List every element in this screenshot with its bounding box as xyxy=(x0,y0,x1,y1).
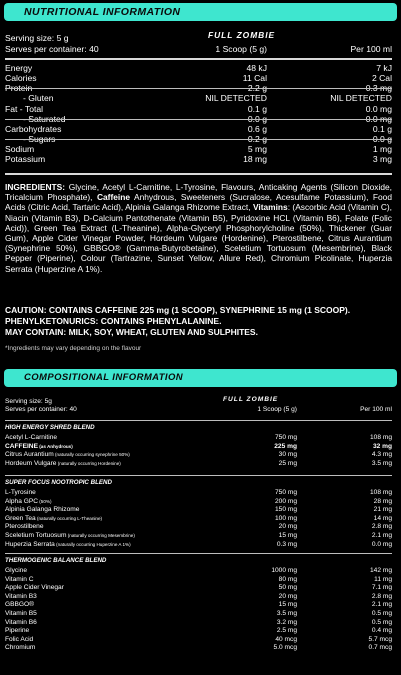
ingredient-note: (naturally occurring synephrine 50%) xyxy=(53,452,130,458)
nutrient-per-scoop: 48 kJ xyxy=(246,63,267,73)
nutrient-per-100ml: 0.3 mg xyxy=(365,83,392,93)
nutrient-per-scoop: NIL DETECTED xyxy=(205,93,267,103)
ingredient-label: Alpinia Galanga Rhizome xyxy=(5,506,80,514)
ingredient-label: Vitamin B5 xyxy=(5,610,37,617)
table-divider xyxy=(5,173,392,175)
ingredient-note: (as Anhydrous) xyxy=(37,443,73,449)
ingredient-label: Vitamin C xyxy=(5,575,34,583)
ingredient-per-100ml: 28 mg xyxy=(373,497,392,505)
nutrient-per-scoop: 18 mg xyxy=(243,154,267,164)
serves-row xyxy=(5,44,392,54)
ingredient-label: Hordeum Vulgare xyxy=(5,459,57,467)
nutrition-row xyxy=(5,63,392,73)
ingredient-per-scoop: 0.3 mg xyxy=(276,540,297,548)
ingredient-label: Sceletium Tortuosum xyxy=(5,532,67,539)
ingredient-per-100ml: 2.1 mg xyxy=(371,532,392,539)
phenylketonurics-statement: PHENYLKETONURICS: CONTAINS PHENYLALANINE. xyxy=(5,316,222,326)
nutrient-name: Potassium xyxy=(5,154,46,164)
nutrient-per-scoop: 11 Cal xyxy=(242,73,267,83)
row-divider xyxy=(5,119,392,120)
ingredient-per-100ml: 11 mg xyxy=(374,575,392,583)
ingredient-per-scoop: 80 mg xyxy=(278,575,297,583)
ingredient-label: Folic Acid xyxy=(5,635,34,643)
nutrient-per-scoop: 0.0 g xyxy=(247,114,267,124)
nutrient-per-100ml: 2 Cal xyxy=(371,73,392,83)
nutrient-per-scoop: 5 mg xyxy=(247,144,267,154)
compositional-row xyxy=(5,540,392,549)
ingredient-label: Vitamin B6 xyxy=(5,618,37,626)
ingredient-per-100ml: 4.3 mg xyxy=(371,451,392,459)
ingredients-text: Anhydrous, Sweeteners (Sucralose, Acesulfame Potassium), Food Acids (Citric Acid, Tartaric Acid), Alpinia Galanga Rhizome Extract, xyxy=(5,192,392,213)
nutrient-name: Energy xyxy=(5,63,33,73)
nutrition-row xyxy=(5,154,392,164)
ingredient-per-100ml: 14 mg xyxy=(373,514,392,522)
nutrient-name: Protein xyxy=(5,83,33,93)
ingredient-per-scoop: 750 mg xyxy=(275,434,297,441)
ingredient-per-scoop: 1000 mg xyxy=(271,567,297,574)
section-divider xyxy=(5,420,392,421)
nutrient-per-scoop: 0.1 g xyxy=(247,104,267,114)
ingredient-note: (naturally occurring Hordenine) xyxy=(56,460,121,466)
ingredient-label: Citrus Aurantium xyxy=(5,451,54,459)
serving-size-label: Serving size: 5 g xyxy=(5,33,69,43)
row-divider xyxy=(5,88,392,89)
nutrition-row xyxy=(5,73,392,83)
nutritional-info-title: NUTRITIONAL INFORMATION xyxy=(24,6,181,18)
ingredient-per-scoop: 750 mg xyxy=(275,489,297,496)
ingredients-text: Glycine, Acetyl L-Carnitine, L-Tyrosine, Flavours, Anticaking Agents (Silicon Dioxide, Tricalcium Phosphate), xyxy=(5,182,392,203)
col-scoop-header: 1 Scoop (5 g) xyxy=(215,44,267,54)
ingredient-label: L-Tyrosine xyxy=(5,489,36,496)
serving-size-row xyxy=(5,30,392,43)
ingredient-per-scoop: 2.5 mg xyxy=(276,627,297,635)
caution-statement: CAUTION: CONTAINS CAFFEINE 225 mg (1 SCOOP), SYNEPHRINE 15 mg (1 SCOOP). xyxy=(5,305,351,315)
nutrient-per-100ml: 3 mg xyxy=(372,154,392,164)
nutrient-per-scoop: 2.2 g xyxy=(247,83,267,93)
table-divider xyxy=(5,58,392,60)
ingredient-label: Acetyl L-Carnitine xyxy=(5,434,58,441)
ingredient-label: Pterostilbene xyxy=(5,523,44,531)
ingredient-per-100ml: 108 mg xyxy=(370,434,392,441)
ingredient-per-100ml: 2.8 mg xyxy=(371,592,392,600)
nutritional-info-header xyxy=(4,3,397,21)
ingredients-text: : (Ascorbic Acid (Vitamin C), Niacin (Vitamin B3), D-Calcium Pantothenate (Vitamin B5), Pyridoxine HCL (Vitamin B6), Folate (Folic Acid)), Green Tea Extract (L-Theanine), Alpha-Glyceryl Phosphorylcholine (50%), Thickener (Guar Gum), Apple Cider Vinegar Powder, Hordeum Vulgare (Hordenine), Pterostilbene, Citrus Aurantium (Synephrine 50%), GBBGO® (Gamma-Butyrobetaine), Sceletium Tortuosum (Mesembrine), Black Pepper (Piperine), Colour (Tartrazine, Sunset Yellow, Allure Red), Chromium Picolinate, Huperzia Serrata (Huperzine A 1%). xyxy=(5,202,393,274)
compositional-row xyxy=(5,643,392,652)
comp-col-per100-header: Per 100 ml xyxy=(360,406,392,413)
ingredient-per-100ml: 3.5 mg xyxy=(371,459,392,467)
section-divider xyxy=(5,553,392,554)
ingredient-per-100ml: 21 mg xyxy=(373,506,392,514)
ingredient-label: Vitamin B3 xyxy=(5,592,37,600)
footnote: *Ingredients may vary depending on the flavour xyxy=(5,345,142,352)
ingredient-label: Huperzia Serrata xyxy=(5,540,55,548)
ingredient-per-scoop: 20 mg xyxy=(278,523,297,531)
ingredient-label: Chromium xyxy=(5,644,36,652)
ingredient-per-scoop: 100 mg xyxy=(275,514,297,522)
allergen-statement: MAY CONTAIN: MILK, SOY, WHEAT, GLUTEN AND SULPHITES. xyxy=(5,327,258,337)
compositional-info-title: COMPOSITIONAL INFORMATION xyxy=(24,372,184,383)
ingredient-per-scoop: 150 mg xyxy=(275,506,297,514)
nutrition-row xyxy=(5,104,392,114)
comp-serves-row xyxy=(5,405,392,414)
blend-title: THERMOGENIC BALANCE BLEND xyxy=(5,557,107,564)
nutrient-per-100ml: 7 kJ xyxy=(376,63,392,73)
nutrition-row xyxy=(5,93,392,103)
ingredients-vitamins: Vitamins xyxy=(252,202,288,213)
blend-title: SUPER FOCUS NOOTROPIC BLEND xyxy=(5,479,112,486)
comp-brand-logo: FULL ZOMBIE xyxy=(223,396,279,403)
compositional-row xyxy=(5,459,392,468)
ingredient-label: Green Tea xyxy=(5,514,36,522)
ingredient-per-scoop: 3.5 mg xyxy=(276,610,297,617)
ingredient-label: GBBGO® xyxy=(5,601,35,609)
ingredient-per-scoop: 15 mg xyxy=(278,601,297,609)
row-divider xyxy=(5,139,392,140)
ingredient-per-scoop: 225 mg xyxy=(274,442,297,450)
ingredient-label: CAFFEINE xyxy=(5,442,38,450)
ingredient-note: (50%) xyxy=(38,498,52,504)
ingredient-note: (naturally occurring Mesembrine) xyxy=(66,533,135,538)
section-divider xyxy=(5,475,392,476)
nutrient-name: - Gluten xyxy=(23,93,54,103)
ingredient-per-100ml: 32 mg xyxy=(372,442,392,450)
ingredient-per-100ml: 108 mg xyxy=(370,489,392,496)
nutrient-name: Fat - Total xyxy=(5,104,44,114)
ingredients-label: INGREDIENTS: xyxy=(5,182,66,192)
ingredient-per-scoop: 25 mg xyxy=(278,459,297,467)
ingredient-per-100ml: 2.1 mg xyxy=(371,601,392,609)
ingredient-label: Piperine xyxy=(5,627,30,635)
ingredient-label: Glycine xyxy=(5,567,27,574)
ingredient-per-100ml: 0.0 mg xyxy=(371,540,392,548)
ingredient-per-100ml: 0.7 mcg xyxy=(368,644,392,652)
comp-col-scoop-header: 1 Scoop (5 g) xyxy=(257,406,297,413)
ingredients-caffeine: Caffeine xyxy=(96,192,131,203)
ingredient-per-scoop: 5.0 mcg xyxy=(273,644,297,652)
ingredients-paragraph xyxy=(5,182,392,274)
col-per100-header: Per 100 ml xyxy=(350,44,392,54)
ingredient-per-scoop: 30 mg xyxy=(278,451,297,459)
ingredient-per-scoop: 40 mcg xyxy=(275,635,297,643)
compositional-info-header xyxy=(4,369,397,387)
nutrient-name: Carbohydrates xyxy=(5,124,62,134)
serves-label: Serves per container: 40 xyxy=(5,44,99,54)
nutrient-per-100ml: 0.1 g xyxy=(372,124,392,134)
brand-logo: FULL ZOMBIE xyxy=(208,30,276,40)
nutrient-name: Calories xyxy=(5,73,37,83)
ingredient-note: (naturally occurring Huperzine A 1%) xyxy=(54,541,131,547)
ingredient-label: Alpha GPC xyxy=(5,497,38,505)
nutrient-per-100ml: 0.0 mg xyxy=(365,114,392,124)
comp-serving-size-label: Serving size: 5g xyxy=(5,398,52,405)
ingredient-per-100ml: 5.7 mcg xyxy=(368,635,392,643)
nutrient-name: - Saturated xyxy=(23,114,66,124)
ingredient-per-100ml: 142 mg xyxy=(370,567,392,574)
nutrient-per-scoop: 0.2 g xyxy=(247,134,267,144)
nutrient-name: Sodium xyxy=(5,144,35,154)
ingredient-per-scoop: 200 mg xyxy=(275,497,297,505)
nutrient-per-100ml: 0.0 mg xyxy=(365,104,392,114)
ingredient-per-100ml: 2.8 mg xyxy=(371,523,392,531)
nutrition-row xyxy=(5,124,392,134)
ingredient-per-scoop: 50 mg xyxy=(278,584,297,592)
ingredient-per-scoop: 15 mg xyxy=(278,532,297,539)
ingredient-per-100ml: 0.5 mg xyxy=(371,610,392,617)
ingredient-per-100ml: 7.1 mg xyxy=(371,584,392,592)
nutrient-per-100ml: 1 mg xyxy=(372,144,392,154)
nutrient-per-scoop: 0.6 g xyxy=(247,124,267,134)
nutrient-per-100ml: 0.0 g xyxy=(372,134,392,144)
nutrition-row xyxy=(5,144,392,154)
nutrient-name: - Sugars xyxy=(23,134,56,144)
ingredient-per-scoop: 20 mg xyxy=(278,592,297,600)
blend-title: HIGH ENERGY SHRED BLEND xyxy=(5,424,95,431)
ingredient-per-100ml: 0.4 mg xyxy=(371,627,392,635)
comp-serves-label: Serves per container: 40 xyxy=(5,406,77,413)
ingredient-per-100ml: 0.5 mg xyxy=(371,618,392,626)
ingredient-per-scoop: 3.2 mg xyxy=(276,618,297,626)
ingredient-note: (naturally occurring L-Theanine) xyxy=(35,515,103,521)
ingredient-label: Apple Cider Vinegar xyxy=(5,584,64,592)
nutrient-per-100ml: NIL DETECTED xyxy=(330,93,392,103)
